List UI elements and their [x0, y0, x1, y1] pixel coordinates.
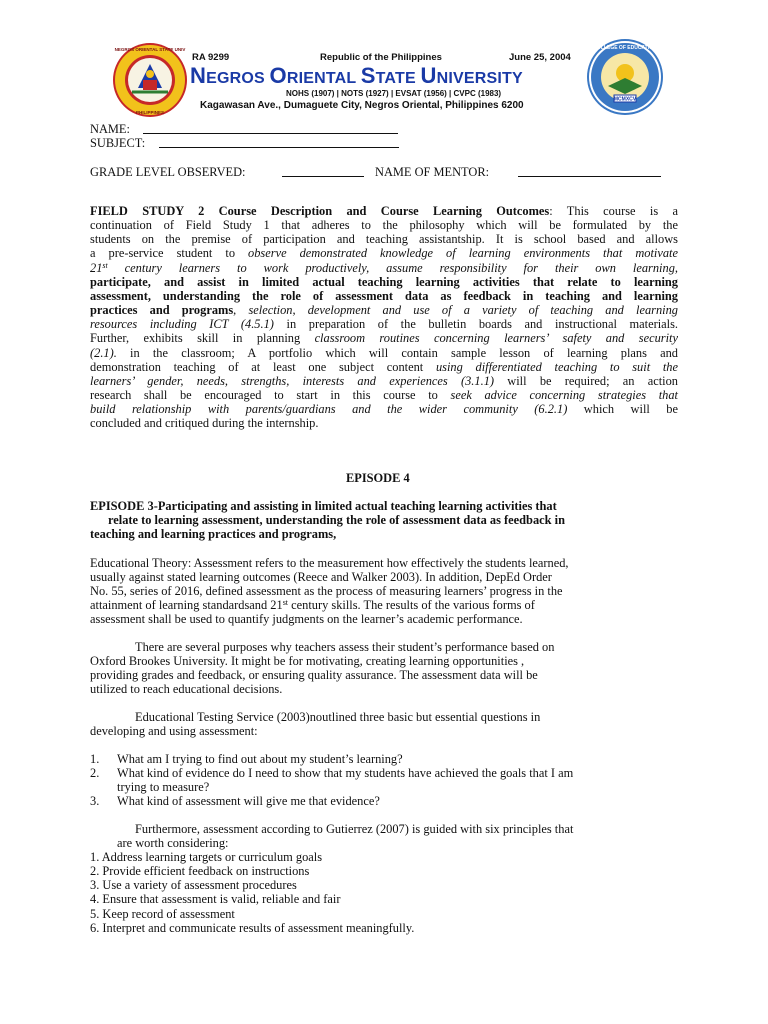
list-item: 3. What kind of assessment will give me that evidence? — [90, 794, 380, 809]
svg-text:NEGROS ORIENTAL STATE UNIV: NEGROS ORIENTAL STATE UNIV — [114, 47, 186, 52]
grade-level-field[interactable] — [282, 164, 364, 177]
list-item: 3. Use a variety of assessment procedures — [90, 878, 297, 893]
svg-text:COLLEGE OF EDUCATION: COLLEGE OF EDUCATION — [593, 45, 657, 51]
name-label: NAME: — [90, 122, 130, 136]
svg-text:PHILIPPINES: PHILIPPINES — [135, 110, 165, 115]
mentor-label: NAME OF MENTOR: — [375, 165, 490, 179]
list-item: 1. What am I trying to find out about my student’s learning? — [90, 752, 403, 766]
svg-text:MCMXCV: MCMXCV — [613, 96, 637, 103]
letterhead — [0, 30, 768, 115]
constituent-schools: NOHS (1907) | NOTS (1927) | EVSAT (1956) | CVPC (1983) — [286, 89, 502, 98]
educational-theory-paragraph: Educational Theory: Assessment refers to the measurement how effectively the students learned, usually against stated learning outcomes (Reece and Walker 2003). In addition, DepEd Order No. 55, series of 2016, defined assessment as the process of measuring learners’ progress in the attainment of learning standardsand 21st century skills. The results of the various forms of assessment shall be used to quantify judgments on the learner’s academic performance. — [90, 556, 569, 627]
episode-heading: EPISODE 4 — [346, 471, 410, 485]
list-item: 6. Interpret and communicate results of assessment meaningfully. — [90, 920, 415, 935]
republic-label: Republic of the Philippines — [320, 52, 442, 63]
mentor-field[interactable] — [518, 164, 661, 177]
university-name: NEGROS ORIENTAL STATE UNIVERSITY — [190, 63, 523, 88]
list-item: 1. Address learning targets or curriculum goals — [90, 850, 323, 865]
list-item: 2. What kind of evidence do I need to show that my students have achieved the goals that I am — [90, 766, 574, 781]
list-item: 4. Ensure that assessment is valid, reliable and fair — [90, 892, 341, 907]
essential-questions-list: 1. What am I trying to find out about my student’s learning? 2. What kind of evidence do I need to show that my students have achieved the goals that I am trying to measure? 3. What kind of assessment will give me that evidence? — [90, 752, 680, 808]
name-field[interactable] — [143, 121, 398, 134]
college-of-education-seal-logo — [586, 38, 664, 116]
republic-act-number: RA 9299 — [192, 52, 230, 63]
university-address: Kagawasan Ave., Dumaguete City, Negros Oriental, Philippines 6200 — [200, 100, 524, 111]
list-item: 5. Keep record of assessment — [90, 906, 235, 921]
list-item: 2. Provide efficient feedback on instructions — [90, 864, 310, 879]
grade-level-label: GRADE LEVEL OBSERVED: — [90, 165, 246, 179]
ets-paragraph: Educational Testing Service (2003)noutlined three basic but essential questions in developing and using assessment: — [90, 710, 541, 739]
university-seal-logo — [112, 42, 188, 118]
course-description-paragraph: FIELD STUDY 2 Course Description and Course Learning Outcomes: This course is a continuation of Field Study 1 that adheres to the philosophy which will be formulated by the students on the premise of participation and teaching assistantship. It is school based and allows a pre-service student to observe demonstrated knowledge of learning environments that motivate 21st century learners to work productively, assume responsibility for their own learning, participate, and assist in limited actual teaching learning activities that relate to learning assessment, understanding the role of assessment data as feedback in teaching and learning practices and programs, selection, development and use of a variety of teaching and learning resources including ICT (4.5.1) in preparation of the bulletin boards and instructional materials. Further, exhibits skill in planning classroom routines concerning learners’ safety and security (2.1). in the classroom; A portfolio which will contain sample lesson of learning plans and demonstration teaching of at least one subject content using differentiated teaching to suit the learners’ gender, needs, strengths, interests and experiences (3.1.1) will be required; an action research shall be encouraged to start in this course to seek advice concerning strategies that build relationship with parents/guardians and the wider community (6.2.1) which will be concluded and critiqued during the internship. — [90, 204, 679, 431]
charter-date: June 25, 2004 — [509, 52, 571, 63]
field-study-heading: FIELD STUDY 2 Course Description and Course Learning Outcomes — [90, 204, 550, 218]
subject-field[interactable] — [159, 135, 399, 148]
subject-label: SUBJECT: — [90, 136, 146, 150]
episode-title: EPISODE 3-Participating and assisting in limited actual teaching learning activities that relate to learning assessment, understanding the role of assessment data as feedback in teaching and learning practices and programs, — [90, 499, 565, 542]
assessment-purposes-paragraph: There are several purposes why teachers assess their student’s performance based on Oxford Brookes University. It might be for motivating, creating learning opportunities , providing grades and feedback, or ensuring quality assurance. The assessment data will be utilized to reach educational decisions. — [90, 640, 555, 697]
assessment-principles: Furthermore, assessment according to Gutierrez (2007) is guided with six principles that are worth considering: 1. Address learning targets or curriculum goals 2. Provide efficient feedback on instructions 3. Use a variety of assessment procedures 4. Ensure that assessment is valid, reliable and fair 5. Keep record of assessment 6. Interpret and communicate results of assessment meaningfully. — [90, 822, 680, 935]
